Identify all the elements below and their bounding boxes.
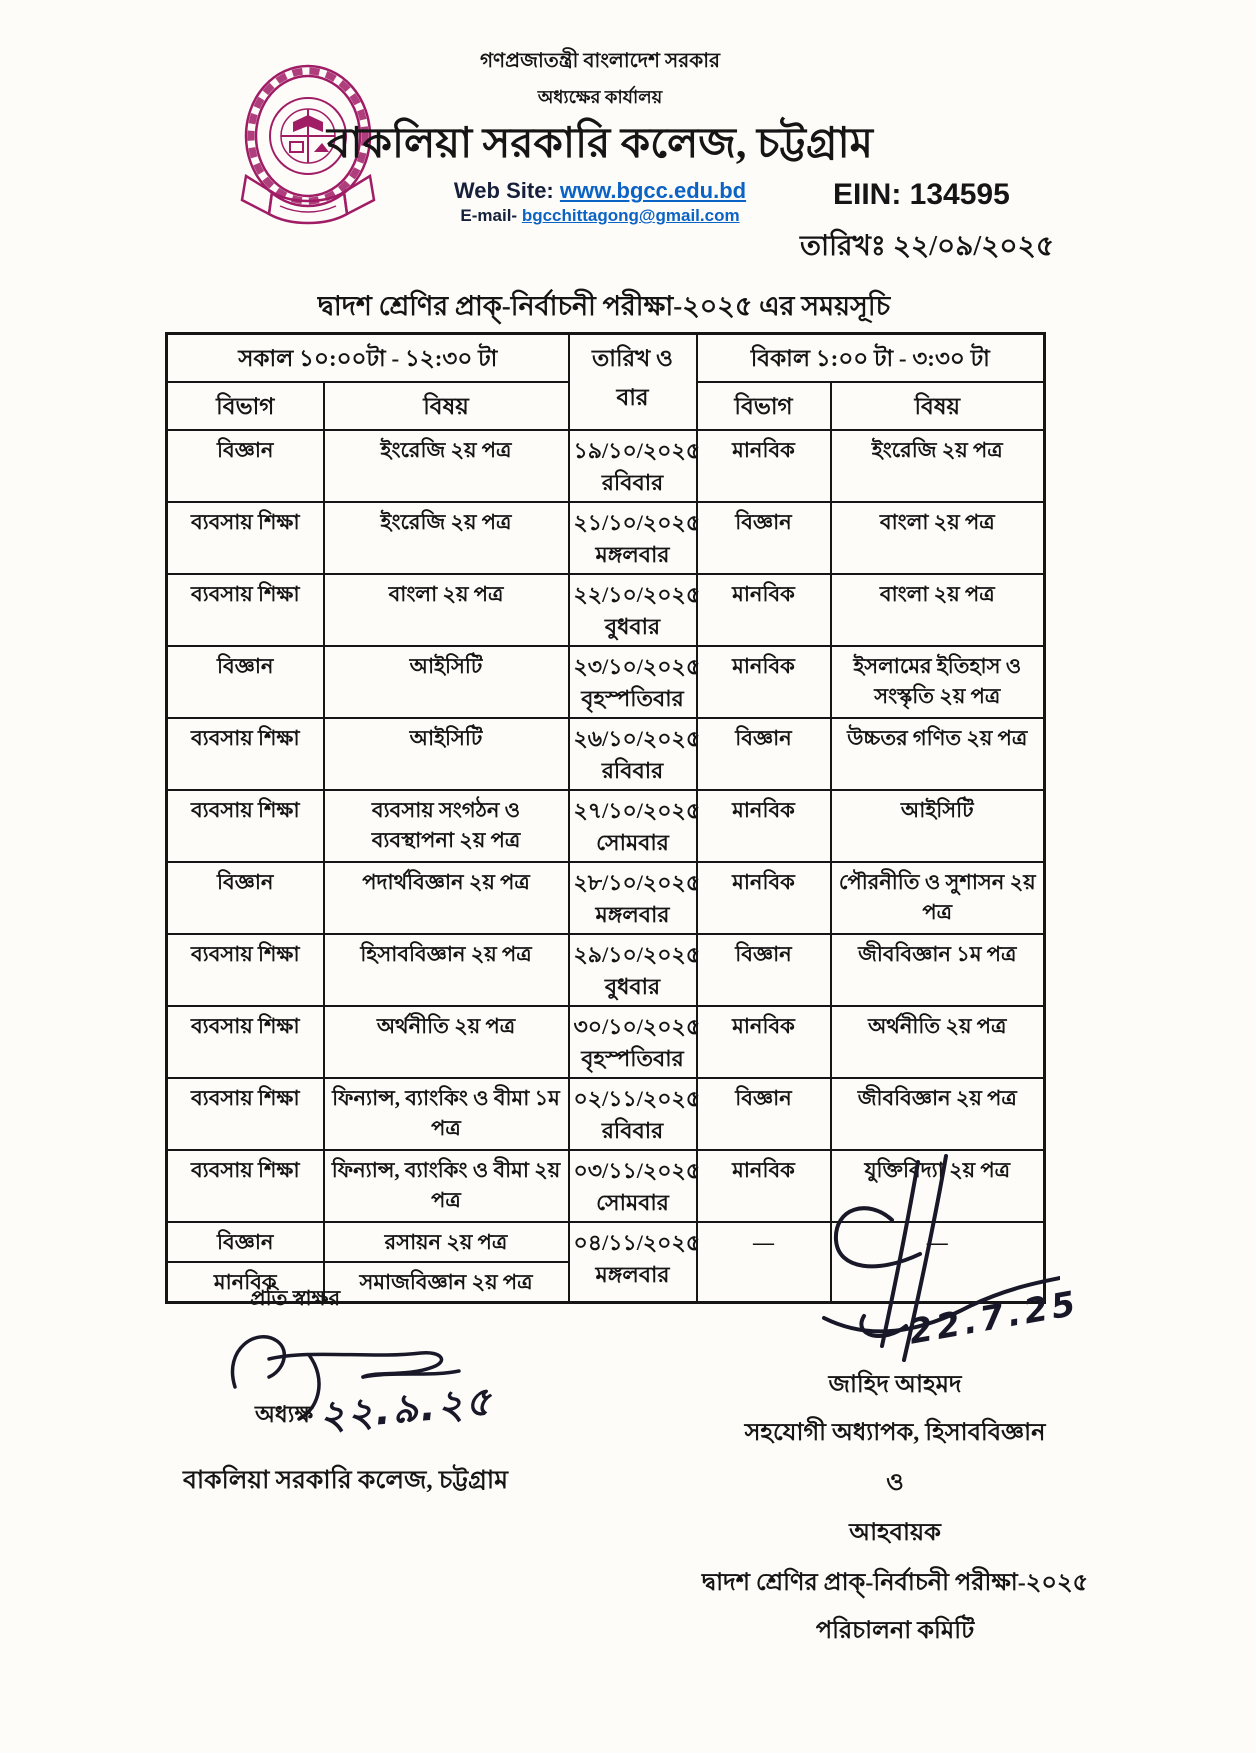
exam-date: ২১/১০/২০২৫ <box>573 510 701 535</box>
cell-afternoon-group: বিজ্ঞান <box>697 934 831 1006</box>
convener-signature-ink <box>760 1150 1060 1380</box>
cell-afternoon-group: — <box>697 1222 831 1302</box>
table-row <box>167 718 1045 790</box>
schedule-title: দ্বাদশ শ্রেণির প্রাক্-নির্বাচনী পরীক্ষা-২০২৫ এর সময়সূচি <box>317 291 891 321</box>
cell-morning-group: বিজ্ঞান <box>167 862 324 934</box>
table-header-row <box>167 334 1045 383</box>
cell-morning-subject: হিসাববিজ্ঞান ২য় পত্র <box>324 934 569 1006</box>
cell-morning-group: ব্যবসায় শিক্ষা <box>167 1150 324 1222</box>
convener-signature-block <box>640 1150 1150 1652</box>
cell-morning-group: ব্যবসায় শিক্ষা <box>167 502 324 574</box>
cell-morning-group: ব্যবসায় শিক্ষা <box>167 1078 324 1150</box>
cell-morning-group: ব্যবসায় শিক্ষা <box>167 718 324 790</box>
convener-name: জাহিদ আহমদ <box>828 1372 962 1398</box>
cell-morning-subject: আইসিটি <box>324 646 569 718</box>
table-row <box>167 790 1045 862</box>
cell-date-day <box>569 502 701 574</box>
website-label: Web Site: <box>453 178 560 204</box>
principal-designation: অধ্যক্ষ <box>255 1402 314 1427</box>
cell-morning-group: বিজ্ঞান <box>167 430 324 502</box>
and-word: ও <box>886 1470 904 1496</box>
morning-group-header: বিভাগ <box>167 382 324 430</box>
committee-line-1: দ্বাদশ শ্রেণির প্রাক্-নির্বাচনী পরীক্ষা-২০২৫ <box>701 1570 1089 1596</box>
cell-afternoon-subject: আইসিটি <box>831 790 1045 862</box>
cell-afternoon-subject: উচ্চতর গণিত ২য় পত্র <box>831 718 1045 790</box>
exam-date: ২৩/১০/২০২৫ <box>573 654 701 679</box>
cell-afternoon-group: মানবিক <box>697 790 831 862</box>
cell-morning-group: ব্যবসায় শিক্ষা <box>167 1006 324 1078</box>
date-column-header: তারিখ ও বার <box>569 334 697 431</box>
exam-date: ২৮/১০/২০২৫ <box>573 870 701 895</box>
table-row <box>167 574 1045 646</box>
cell-afternoon-group: বিজ্ঞান <box>697 1078 831 1150</box>
exam-day: সোমবার <box>596 1189 669 1215</box>
afternoon-subject-header: বিষয় <box>831 382 1045 430</box>
cell-afternoon-subject: জীববিজ্ঞান ২য় পত্র <box>831 1078 1045 1150</box>
exam-date: ০২/১১/২০২৫ <box>573 1086 701 1111</box>
cell-date-day <box>569 862 701 934</box>
table-row <box>167 862 1045 934</box>
letterhead-center <box>300 46 900 226</box>
table-row <box>167 1006 1045 1078</box>
exam-day: রবিবার <box>601 1117 664 1143</box>
cell-date-day <box>569 1078 701 1150</box>
cell-afternoon-subject: ইসলামের ইতিহাস ও সংস্কৃতি ২য় পত্র <box>831 646 1045 718</box>
cell-afternoon-subject: পৌরনীতি ও সুশাসন ২য় পত্র <box>831 862 1045 934</box>
cell-afternoon-group: বিজ্ঞান <box>697 718 831 790</box>
cell-morning-subject: অর্থনীতি ২য় পত্র <box>324 1006 569 1078</box>
cell-date-day <box>569 934 701 1006</box>
cell-morning-group: মানবিক <box>167 1262 324 1302</box>
exam-day: রবিবার <box>601 757 664 783</box>
cell-morning-group: বিজ্ঞান <box>167 646 324 718</box>
table-row <box>167 646 1045 718</box>
cell-morning-subject: ফিন্যান্স, ব্যাংকিং ও বীমা ১ম পত্র <box>324 1078 569 1150</box>
afternoon-session-header: বিকাল ১:০০ টা - ৩:৩০ টা <box>697 334 1045 383</box>
eiin-number: EIIN: 134595 <box>833 178 1010 211</box>
college-name: বাকলিয়া সরকারি কলেজ, চট্টগ্রাম <box>327 121 873 167</box>
principal-institution: বাকলিয়া সরকারি কলেজ, চট্টগ্রাম <box>183 1467 508 1494</box>
convener-role: আহবায়ক <box>849 1520 941 1546</box>
website-line <box>300 178 900 204</box>
cell-morning-subject: পদার্থবিজ্ঞান ২য় পত্র <box>324 862 569 934</box>
cell-afternoon-group: মানবিক <box>697 1006 831 1078</box>
afternoon-group-header: বিভাগ <box>697 382 831 430</box>
principal-signature-block <box>155 1282 595 1503</box>
exam-date: ২৭/১০/২০২৫ <box>573 798 701 823</box>
cell-date-day <box>569 790 701 862</box>
cell-date-day <box>569 718 701 790</box>
cell-morning-subject: ব্যবসায় সংগঠন ও ব্যবস্থাপনা ২য় পত্র <box>324 790 569 862</box>
cell-morning-group: ব্যবসায় শিক্ষা <box>167 934 324 1006</box>
cell-date-day <box>569 646 701 718</box>
cell-afternoon-subject: বাংলা ২য় পত্র <box>831 574 1045 646</box>
committee-line-2: পরিচালনা কমিটি <box>815 1618 975 1644</box>
convener-hand-date: 22.7.25 <box>905 1283 1083 1353</box>
table-row <box>167 1078 1045 1150</box>
exam-date: ০৪/১১/২০২৫ <box>573 1230 701 1255</box>
cell-afternoon-group: মানবিক <box>697 574 831 646</box>
exam-day: বৃহস্পতিবার <box>581 1045 684 1071</box>
cell-morning-subject: আইসিটি <box>324 718 569 790</box>
exam-day: মঙ্গলবার <box>595 541 670 567</box>
office-line: অধ্যক্ষের কার্যালয় <box>537 87 663 107</box>
exam-date: ১৯/১০/২০২৫ <box>573 438 701 463</box>
table-row <box>167 934 1045 1006</box>
cell-morning-group: বিজ্ঞান <box>167 1222 324 1262</box>
cell-afternoon-subject: বাংলা ২য় পত্র <box>831 502 1045 574</box>
exam-day: মঙ্গলবার <box>595 1261 670 1287</box>
exam-day: রবিবার <box>601 469 664 495</box>
cell-morning-subject: বাংলা ২য় পত্র <box>324 574 569 646</box>
cell-morning-subject: সমাজবিজ্ঞান ২য় পত্র <box>324 1262 569 1302</box>
cell-afternoon-subject: ইংরেজি ২য় পত্র <box>831 430 1045 502</box>
convener-designation: সহযোগী অধ্যাপক, হিসাববিজ্ঞান <box>744 1420 1046 1446</box>
countersign-label: প্রতি স্বাক্ষর <box>250 1286 341 1310</box>
exam-date: ০৩/১১/২০২৫ <box>573 1158 701 1183</box>
morning-session-header: সকাল ১০:০০টা - ১২:৩০ টা <box>167 334 569 383</box>
cell-morning-subject: ফিন্যান্স, ব্যাংকিং ও বীমা ২য় পত্র <box>324 1150 569 1222</box>
cell-afternoon-subject: অর্থনীতি ২য় পত্র <box>831 1006 1045 1078</box>
cell-afternoon-subject: যুক্তিবিদ্যা ২য় পত্র <box>831 1150 1045 1222</box>
cell-morning-group: ব্যবসায় শিক্ষা <box>167 574 324 646</box>
website-link: www.bgcc.edu.bd <box>559 178 747 204</box>
cell-morning-subject: রসায়ন ২য় পত্র <box>324 1222 569 1262</box>
cell-afternoon-group: মানবিক <box>697 862 831 934</box>
cell-morning-group: ব্যবসায় শিক্ষা <box>167 790 324 862</box>
government-line: গণপ্রজাতন্ত্রী বাংলাদেশ সরকার <box>479 50 721 72</box>
table-row <box>167 430 1045 502</box>
convener-signature-art <box>640 1150 1150 1380</box>
email-label: E-mail- <box>460 206 522 226</box>
exam-day: বুধবার <box>604 613 661 639</box>
morning-subject-header: বিষয় <box>324 382 569 430</box>
cell-afternoon-subject: জীববিজ্ঞান ১ম পত্র <box>831 934 1045 1006</box>
exam-day: মঙ্গলবার <box>595 901 670 927</box>
table-row <box>167 502 1045 574</box>
cell-date-day <box>569 430 701 502</box>
cell-morning-subject: ইংরেজি ২য় পত্র <box>324 502 569 574</box>
issue-date: তারিখঃ ২২/০৯/২০২৫ <box>800 231 1054 262</box>
exam-date: ২৯/১০/২০২৫ <box>573 942 701 967</box>
cell-date-day <box>569 574 701 646</box>
cell-afternoon-group: মানবিক <box>697 646 831 718</box>
principal-designation-row <box>255 1377 595 1444</box>
cell-afternoon-subject: — <box>831 1222 1045 1302</box>
exam-date: ৩০/১০/২০২৫ <box>573 1014 701 1039</box>
cell-afternoon-group: বিজ্ঞান <box>697 502 831 574</box>
cell-afternoon-group: মানবিক <box>697 430 831 502</box>
exam-day: বৃহস্পতিবার <box>581 685 684 711</box>
exam-date: ২৬/১০/২০২৫ <box>573 726 701 751</box>
principal-hand-date: ২২.৯.২৫ <box>317 1378 495 1440</box>
cell-morning-subject: ইংরেজি ২য় পত্র <box>324 430 569 502</box>
exam-day: বুধবার <box>604 973 661 999</box>
exam-date: ২২/১০/২০২৫ <box>573 582 701 607</box>
exam-day: সোমবার <box>596 829 669 855</box>
cell-afternoon-group: মানবিক <box>697 1150 831 1222</box>
cell-date-day <box>569 1006 701 1078</box>
email-link: bgcchittagong@gmail.com <box>521 206 740 226</box>
